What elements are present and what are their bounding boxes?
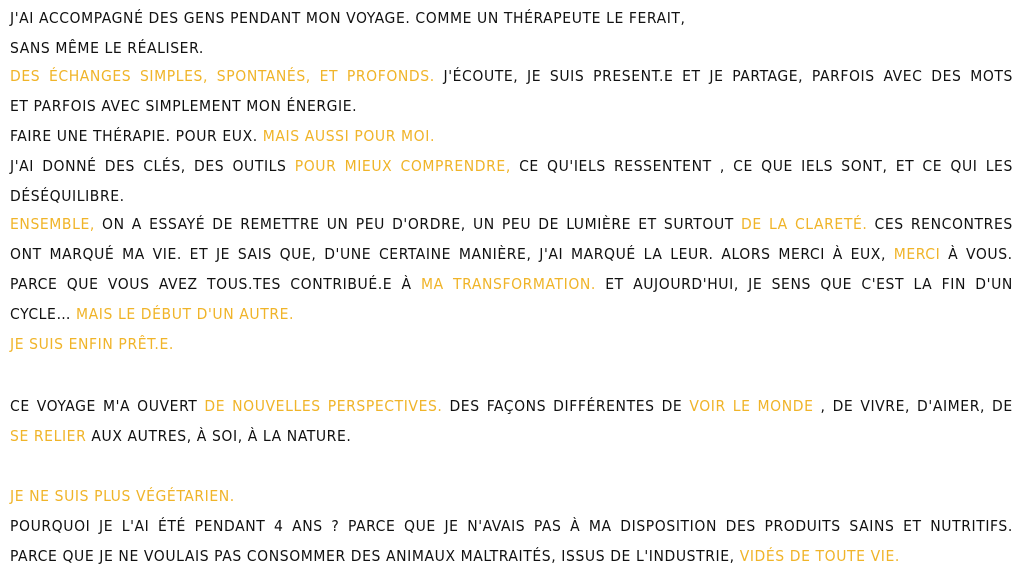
word: PARCE — [10, 275, 58, 293]
text-segment: PARCE QUE JE NE VOULAIS PAS CONSOMMER DES ANIMAUX MALTRAITÉS, ISSUS DE L'INDUSTRIE, — [10, 547, 740, 565]
word: TOUS.TES — [207, 275, 281, 293]
word: JE — [709, 67, 724, 85]
text-line-8 — [10, 214, 1013, 234]
highlighted-word: CLARETÉ. — [794, 215, 868, 233]
word: SAINS — [849, 517, 895, 535]
word: J'AI — [539, 245, 564, 263]
word: VIE. — [152, 245, 182, 263]
word: QUE — [404, 517, 436, 535]
word: CES — [874, 215, 904, 233]
word: LA — [913, 275, 933, 293]
word: QUE, — [279, 245, 317, 263]
text-line-3 — [10, 66, 1013, 86]
word: JE — [444, 517, 459, 535]
word: DE — [661, 397, 683, 415]
highlighted-phrase: SE RELIER — [10, 427, 87, 445]
text-segment: FAIRE UNE THÉRAPIE. POUR EUX. — [10, 127, 263, 145]
word: DIFFÉRENTES — [553, 397, 655, 415]
highlighted-word: MONDE — [757, 397, 814, 415]
word: VOUS. — [965, 245, 1013, 263]
highlighted-phrase: MAIS LE DÉBUT D'UN AUTRE. — [76, 305, 295, 323]
word: QU'IELS — [547, 157, 606, 175]
word: PARFOIS — [811, 67, 875, 85]
word: EUX, — [850, 245, 886, 263]
word: N'AVAIS — [467, 517, 526, 535]
word: 4 — [273, 517, 284, 535]
highlighted-word: MA — [420, 275, 444, 293]
word: IELS — [801, 157, 834, 175]
word: REMETTRE — [240, 215, 320, 233]
text-segment: J'AI ACCOMPAGNÉ DES GENS PENDANT MON VOYAGE. COMME UN THÉRAPEUTE LE FERAIT, — [10, 9, 686, 27]
word: QUE — [761, 157, 793, 175]
word: CLÉS, — [143, 157, 186, 175]
highlighted-word: ET — [319, 67, 339, 85]
text-line-16 — [10, 516, 1013, 536]
word: DONNÉ — [42, 157, 97, 175]
word: D'ORDRE, — [392, 215, 466, 233]
word: ET — [638, 215, 657, 233]
word: J'ÉCOUTE, — [443, 67, 519, 85]
word: ET — [189, 245, 209, 263]
word: DES — [931, 67, 962, 85]
word: DE — [992, 397, 1013, 415]
highlighted-phrase: VIDÉS DE TOUTE VIE. — [739, 547, 900, 565]
highlighted-word: PROFONDS. — [346, 67, 435, 85]
word: DE — [538, 215, 560, 233]
word: PENDANT — [194, 517, 266, 535]
word: CERTAINE — [378, 245, 452, 263]
text-line-9 — [10, 244, 1013, 264]
highlighted-word: DE — [204, 397, 226, 415]
word: PEU — [501, 215, 532, 233]
text-line-14 — [10, 426, 351, 446]
text-segment: ET PARFOIS AVEC SIMPLEMENT MON ÉNERGIE. — [10, 97, 358, 115]
text-line-13 — [10, 396, 1013, 416]
word: DES — [194, 157, 225, 175]
word: À — [832, 245, 843, 263]
highlighted-word: SIMPLES, — [139, 67, 209, 85]
highlighted-word: COMPRENDRE, — [400, 157, 511, 175]
word: VIVRE, — [860, 397, 911, 415]
highlighted-phrase: JE SUIS ENFIN PRÊT.E. — [10, 335, 174, 353]
word: FIN — [941, 275, 966, 293]
text-line-5 — [10, 126, 435, 146]
word: ESSAYÉ — [149, 215, 206, 233]
highlighted-word: ENSEMBLE, — [10, 215, 95, 233]
word: CONTRIBUÉ.E — [290, 275, 393, 293]
text-line-11 — [10, 304, 294, 324]
word: SUIS — [549, 67, 585, 85]
word: MA — [588, 517, 612, 535]
word: LUMIÈRE — [566, 215, 632, 233]
word: UN — [326, 215, 349, 233]
word: RENCONTRES — [910, 215, 1013, 233]
word: NUTRITIFS. — [930, 517, 1013, 535]
word: PRESENT.E — [593, 67, 674, 85]
text-line-7 — [10, 186, 125, 206]
word: DES — [449, 397, 480, 415]
highlighted-word: LA — [768, 215, 788, 233]
text-line-1 — [10, 8, 686, 28]
word: PARCE — [347, 517, 396, 535]
word: CE — [10, 397, 30, 415]
word: À — [948, 245, 959, 263]
highlighted-word: VOIR — [689, 397, 726, 415]
word: ET — [903, 517, 922, 535]
word: QUE — [66, 275, 99, 293]
word: MANIÈRE, — [458, 245, 532, 263]
text-segment: DÉSÉQUILIBRE. — [10, 187, 125, 205]
word: LEUR. — [670, 245, 714, 263]
word: A — [131, 215, 142, 233]
word: À — [401, 275, 412, 293]
word: , — [719, 157, 725, 175]
word: QUE — [820, 275, 853, 293]
word: SONT, — [841, 157, 888, 175]
word: ON — [102, 215, 125, 233]
highlighted-word: MERCI — [893, 245, 941, 263]
highlighted-phrase: MAIS AUSSI POUR MOI. — [262, 127, 435, 145]
highlighted-word: DE — [741, 215, 762, 233]
text-line-12 — [10, 334, 174, 354]
word: À — [570, 517, 581, 535]
highlighted-word: POUR — [294, 157, 337, 175]
word: CE — [733, 157, 753, 175]
highlighted-word: NOUVELLES — [232, 397, 321, 415]
word: MARQUÉ — [49, 245, 115, 263]
word: CE — [922, 157, 943, 175]
word: AVEC — [883, 67, 923, 85]
word: ET — [605, 275, 624, 293]
word: LA — [643, 245, 663, 263]
word: LES — [985, 157, 1013, 175]
word: SURTOUT — [663, 215, 734, 233]
word: SAIS — [237, 245, 272, 263]
highlighted-word: PERSPECTIVES. — [327, 397, 443, 415]
text-line-17 — [10, 546, 900, 566]
text-line-4 — [10, 96, 357, 116]
word: PAS — [533, 517, 562, 535]
text-segment: CYCLE… — [10, 305, 77, 323]
word: DISPOSITION — [620, 517, 717, 535]
word: DE — [212, 215, 234, 233]
word: , — [820, 397, 826, 415]
text-segment: AUX AUTRES, À SOI, À LA NATURE. — [86, 427, 352, 445]
word: AUJOURD'HUI, — [633, 275, 739, 293]
word: ET — [682, 67, 701, 85]
text-line-10 — [10, 274, 1013, 294]
word: D'UNE — [324, 245, 372, 263]
word: J'AI — [10, 157, 34, 175]
highlighted-word: TRANSFORMATION. — [453, 275, 596, 293]
word: VOUS — [107, 275, 150, 293]
word: PARTAGE, — [732, 67, 804, 85]
word: JE — [748, 275, 763, 293]
word: MA — [122, 245, 145, 263]
word: UN — [472, 215, 495, 233]
text-line-2 — [10, 38, 204, 58]
word: ? — [331, 517, 340, 535]
word: DES — [104, 157, 136, 175]
word: CE — [519, 157, 539, 175]
word: L'AI — [121, 517, 150, 535]
word: OUTILS — [232, 157, 287, 175]
word: QUI — [950, 157, 978, 175]
text-line-15 — [10, 486, 235, 506]
word: MOTS — [970, 67, 1013, 85]
word: POURQUOI — [10, 517, 91, 535]
word: JE — [215, 245, 231, 263]
word: DE — [832, 397, 854, 415]
word: MARQUÉ — [570, 245, 636, 263]
highlighted-phrase: JE NE SUIS PLUS VÉGÉTARIEN. — [10, 487, 235, 505]
word: ALORS — [721, 245, 771, 263]
word: PEU — [355, 215, 385, 233]
highlighted-word: LE — [732, 397, 751, 415]
word: FAÇONS — [486, 397, 547, 415]
text-segment: SANS MÊME LE RÉALISER. — [10, 39, 204, 57]
word: DES — [725, 517, 756, 535]
word: JE — [527, 67, 542, 85]
highlighted-word: DES — [10, 67, 41, 85]
word: AVEZ — [158, 275, 198, 293]
word: SENS — [771, 275, 811, 293]
word: MERCI — [778, 245, 825, 263]
word: JE — [98, 517, 114, 535]
word: D'UN — [975, 275, 1013, 293]
word: RESSENTENT — [614, 157, 712, 175]
highlighted-word: SPONTANÉS, — [216, 67, 311, 85]
word: OUVERT — [137, 397, 198, 415]
word: ONT — [10, 245, 42, 263]
word: C'EST — [861, 275, 905, 293]
highlighted-word: ÉCHANGES — [48, 67, 132, 85]
word: PRODUITS — [764, 517, 841, 535]
word: M'A — [102, 397, 131, 415]
highlighted-word: MIEUX — [344, 157, 393, 175]
word: ANS — [292, 517, 323, 535]
word: D'AIMER, — [917, 397, 986, 415]
word: VOYAGE — [36, 397, 96, 415]
word: ET — [895, 157, 915, 175]
word: ÉTÉ — [158, 517, 186, 535]
text-line-6 — [10, 156, 1013, 176]
